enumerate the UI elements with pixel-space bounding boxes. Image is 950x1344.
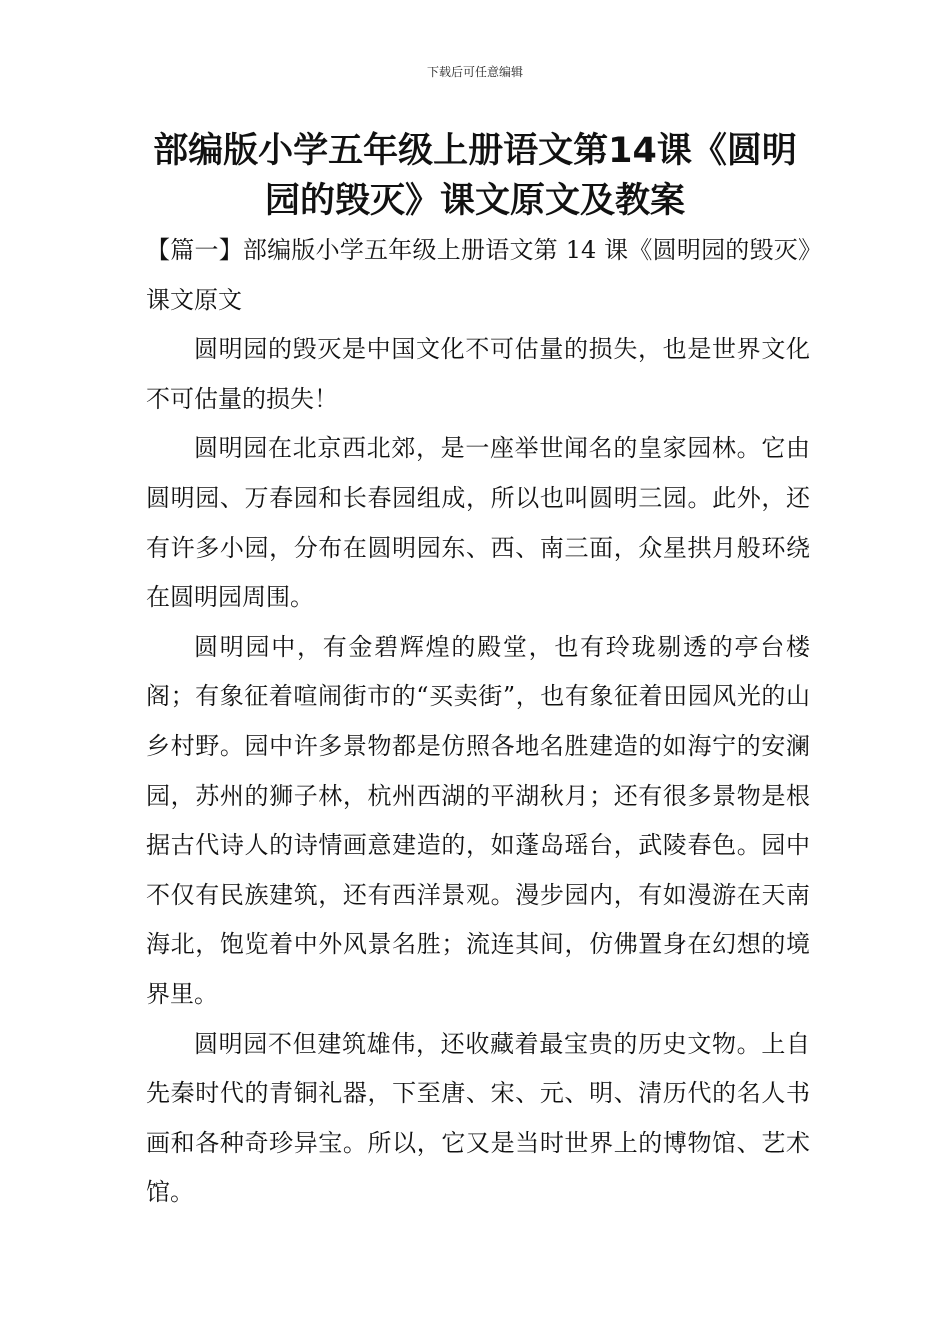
paragraph: 圆明园的毁灭是中国文化不可估量的损失，也是世界文化不可估量的损失！ xyxy=(146,335,810,413)
paragraph: 圆明园在北京西北郊，是一座举世闻名的皇家园林。它由圆明园、万春园和长春园组成，所以也叫圆明三园。此外，还有许多小园，分布在圆明园东、西、南三面，众星拱月般环绕在圆明园周围。 xyxy=(146,434,810,612)
paragraph: 圆明园中，有金碧辉煌的殿堂，也有玲珑剔透的亭台楼阁；有象征着喧闹街市的“买卖街”，也有象征着田园风光的山乡村野。园中许多景物都是仿照各地名胜建造的如海宁的安澜园，苏州的狮子林，杭州西湖的平湖秋月；还有很多景物是根据古代诗人的诗情画意建造的，如蓬岛瑶台，武陵春色。园中不仅有民族建筑，还有西洋景观。漫步园内，有如漫游在天南海北，饱览着中外风景名胜；流连其间，仿佛置身在幻想的境界里。 xyxy=(146,632,810,1008)
document-title: 部编版小学五年级上册语文第14课《圆明园的毁灭》课文原文及教案 xyxy=(153,131,797,221)
paragraph: 圆明园不但建筑雄伟，还收藏着最宝贵的历史文物。上自先秦时代的青铜礼器，下至唐、宋、元、明、清历代的名人书画和各种奇珍异宝。所以，它又是当时世界上的博物馆、艺术馆。 xyxy=(146,1029,810,1207)
header-note: 下载后可任意编辑 xyxy=(426,65,523,79)
section-heading: 【篇一】部编版小学五年级上册语文第 14 课《圆明园的毁灭》课文原文 xyxy=(146,236,810,314)
document-body xyxy=(146,226,810,1218)
